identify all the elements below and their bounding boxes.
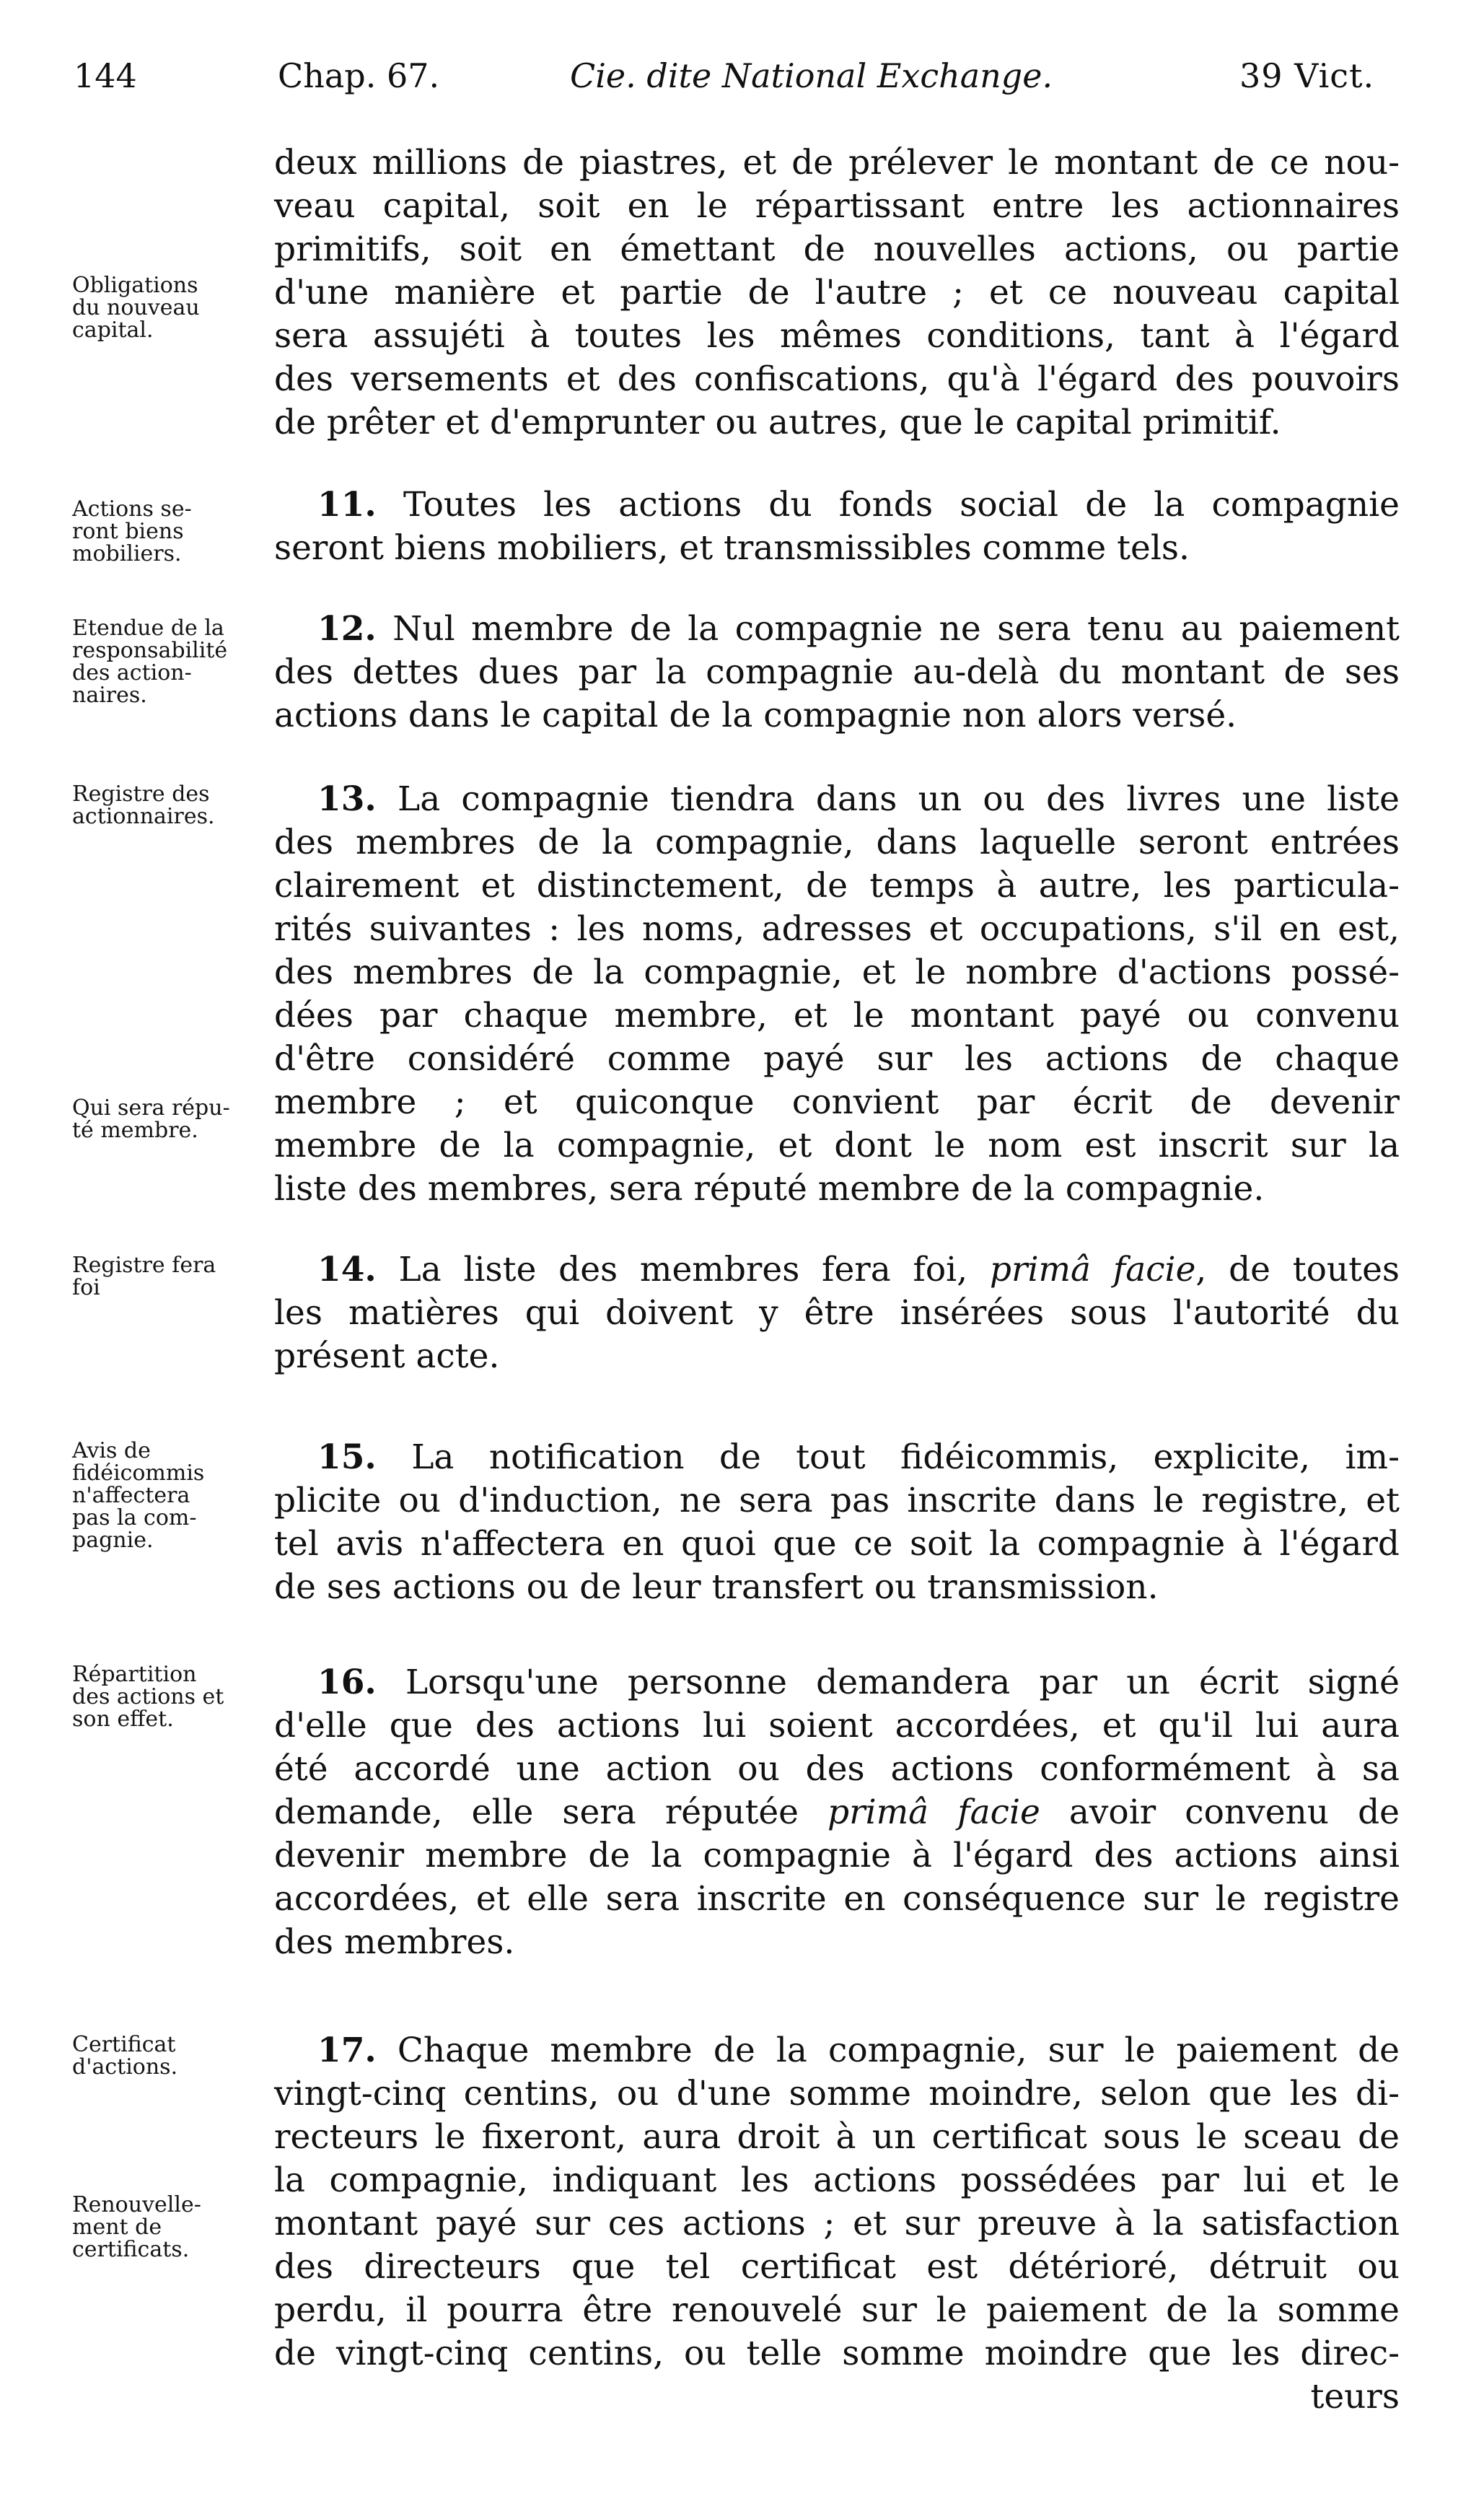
running-header — [0, 56, 1484, 107]
margin-note-line: Obligations — [72, 273, 198, 298]
margin-note-line: ment de — [72, 2215, 162, 2240]
text-run: avoir convenu de — [1040, 1792, 1400, 1832]
margin-note-line: Avis de — [72, 1438, 151, 1463]
catchword: teurs — [1310, 2377, 1400, 2417]
margin-note-line: naires. — [72, 683, 147, 708]
text-line: rités suivantes : les noms, adresses et occupations, s'il en est, — [274, 909, 1400, 949]
paragraph-continuation — [274, 141, 1400, 444]
margin-note-line: Actions se- — [72, 496, 192, 522]
text-line: montant payé sur ces actions ; et sur preuve à la satisfaction — [274, 2204, 1400, 2243]
margin-note-line: té membre. — [72, 1118, 198, 1143]
text-run: Nul membre de la compagnie ne sera tenu au paiement — [376, 609, 1400, 649]
margin-note-line: Répartition — [72, 1662, 197, 1687]
section-15 — [274, 1436, 1400, 1609]
margin-note-actions-mobiliers — [72, 498, 289, 565]
margin-note-line: responsabilité — [72, 638, 228, 663]
margin-note-line: foi — [72, 1275, 100, 1300]
text-line — [274, 1248, 1400, 1292]
text-line — [274, 608, 1400, 651]
margin-note-etendue — [72, 617, 289, 706]
text-line: recteurs le fixeront, aura droit à un certificat sous le sceau de — [274, 2117, 1400, 2157]
margin-note-certificat — [72, 2033, 289, 2078]
italic-term: primâ facie — [989, 1250, 1196, 1289]
text-line: dées par chaque membre, et le montant payé ou convenu — [274, 996, 1400, 1035]
margin-note-line: capital. — [72, 317, 154, 343]
text-line: membre de la compagnie, et dont le nom est inscrit sur la — [274, 1126, 1400, 1165]
section-number: 14. — [317, 1250, 377, 1289]
text-line — [274, 1661, 1400, 1704]
section-13 — [274, 778, 1400, 1211]
text-line — [274, 483, 1400, 527]
text-run: La compagnie tiendra dans un ou des livres une liste — [376, 779, 1400, 819]
margin-note-line: Etendue de la — [72, 616, 224, 641]
margin-note-line: Renouvelle- — [72, 2192, 201, 2217]
regnal-year: 39 Vict. — [1239, 56, 1375, 95]
page-number: 144 — [74, 56, 137, 95]
margin-note-line: son effet. — [72, 1707, 174, 1732]
text-line: de ses actions ou de leur transfert ou transmission. — [274, 1567, 1159, 1607]
section-number: 12. — [317, 609, 377, 649]
margin-note-registre — [72, 783, 289, 828]
chapter-label: Chap. 67. — [278, 56, 440, 95]
margin-note-line: n'affectera — [72, 1483, 190, 1508]
text-line: des membres. — [274, 1922, 515, 1962]
margin-note-registre-foi — [72, 1254, 289, 1299]
text-line: primitifs, soit en émettant de nouvelles actions, ou partie — [274, 229, 1400, 269]
text-line: sera assujéti à toutes les mêmes conditions, tant à l'égard — [274, 316, 1400, 356]
margin-note-line: Registre fera — [72, 1253, 216, 1278]
margin-note-line: du nouveau — [72, 295, 200, 320]
text-line: devenir membre de la compagnie à l'égard des actions ainsi — [274, 1836, 1400, 1875]
text-line: accordées, et elle sera inscrite en conséquence sur le registre — [274, 1879, 1400, 1919]
margin-note-renouvellement — [72, 2194, 289, 2261]
running-title: Cie. dite National Exchange. — [570, 56, 1053, 95]
text-line: vingt-cinq centins, ou d'une somme moindre, selon que les di- — [274, 2074, 1400, 2114]
margin-note-avis — [72, 1440, 289, 1551]
text-line: liste des membres, sera réputé membre de la compagnie. — [274, 1169, 1265, 1209]
text-line: de prêter et d'emprunter ou autres, que le capital primitif. — [274, 403, 1281, 442]
section-number: 15. — [317, 1437, 377, 1477]
section-11 — [274, 483, 1400, 570]
text-line: d'une manière et partie de l'autre ; et ce nouveau capital — [274, 273, 1400, 312]
margin-note-line: d'actions. — [72, 2054, 178, 2080]
margin-note-line: des actions et — [72, 1684, 224, 1709]
text-line: plicite ou d'induction, ne sera pas inscrite dans le registre, et — [274, 1481, 1400, 1520]
margin-note-repartition — [72, 1663, 289, 1730]
text-line: veau capital, soit en le répartissant entre les actionnaires — [274, 186, 1400, 226]
text-line: de vingt-cinq centins, ou telle somme moindre que les direc- — [274, 2334, 1400, 2373]
text-line: membre ; et quiconque convient par écrit de devenir — [274, 1082, 1400, 1122]
text-run: demande, elle sera réputée — [274, 1792, 828, 1832]
text-line: présent acte. — [274, 1336, 500, 1376]
margin-note-line: Certificat — [72, 2032, 176, 2057]
text-run: Toutes les actions du fonds social de la compagnie — [376, 485, 1400, 525]
margin-note-line: pagnie. — [72, 1528, 154, 1553]
text-line: des membres de la compagnie, dans laquelle seront entrées — [274, 823, 1400, 862]
text-line: tel avis n'affectera en quoi que ce soit la compagnie à l'égard — [274, 1524, 1400, 1564]
text-run: La notification de tout fidéicommis, explicite, im- — [376, 1437, 1400, 1477]
text-line — [274, 1436, 1400, 1479]
text-line: des directeurs que tel certificat est détérioré, détruit ou — [274, 2247, 1400, 2287]
text-line: d'être considéré comme payé sur les actions de chaque — [274, 1039, 1400, 1079]
margin-note-line: certificats. — [72, 2237, 190, 2262]
section-14 — [274, 1248, 1400, 1378]
margin-note-line: fidéicommis — [72, 1460, 205, 1486]
text-run: , de toutes — [1195, 1250, 1400, 1289]
margin-note-line: Registre des — [72, 781, 210, 807]
text-line: les matières qui doivent y être insérées sous l'autorité du — [274, 1293, 1400, 1333]
text-line: seront biens mobiliers, et transmissibles comme tels. — [274, 528, 1190, 568]
text-line: perdu, il pourra être renouvelé sur le paiement de la somme — [274, 2290, 1400, 2330]
text-line — [274, 1791, 1400, 1834]
text-line — [274, 778, 1400, 821]
margin-note-line: ront biens — [72, 519, 184, 544]
text-line: clairement et distinctement, de temps à autre, les particula- — [274, 866, 1400, 906]
text-line: deux millions de piastres, et de prélever le montant de ce nou- — [274, 143, 1400, 183]
text-line: des versements et des confiscations, qu'à l'égard des pouvoirs — [274, 359, 1400, 399]
text-line: des dettes dues par la compagnie au-delà du montant de ses — [274, 652, 1400, 692]
margin-note-line: mobiliers. — [72, 541, 182, 566]
margin-note-obligations — [72, 274, 289, 341]
italic-term: primâ facie — [827, 1792, 1040, 1832]
margin-note-line: pas la com- — [72, 1505, 197, 1530]
text-run: Chaque membre de la compagnie, sur le paiement de — [376, 2031, 1400, 2070]
section-number: 16. — [317, 1663, 377, 1702]
section-number: 17. — [317, 2031, 377, 2070]
margin-note-line: Qui sera répu- — [72, 1095, 230, 1121]
section-12 — [274, 608, 1400, 737]
text-run: Lorsqu'une personne demandera par un écrit signé — [376, 1663, 1400, 1702]
text-line: des membres de la compagnie, et le nombre d'actions possé- — [274, 952, 1400, 992]
margin-note-line: actionnaires. — [72, 804, 215, 829]
margin-note-line: des action- — [72, 660, 192, 686]
text-line — [274, 2029, 1400, 2072]
section-number: 11. — [317, 485, 377, 525]
section-17 — [274, 2029, 1400, 2419]
text-run: La liste des membres fera foi, — [376, 1250, 990, 1289]
text-line: la compagnie, indiquant les actions possédées par lui et le — [274, 2160, 1400, 2200]
section-number: 13. — [317, 779, 377, 819]
text-line: d'elle que des actions lui soient accordées, et qu'il lui aura — [274, 1706, 1400, 1746]
margin-note-repute — [72, 1097, 289, 1142]
section-16 — [274, 1661, 1400, 1964]
text-line: été accordé une action ou des actions conformément à sa — [274, 1749, 1400, 1789]
text-line: actions dans le capital de la compagnie non alors versé. — [274, 696, 1237, 735]
